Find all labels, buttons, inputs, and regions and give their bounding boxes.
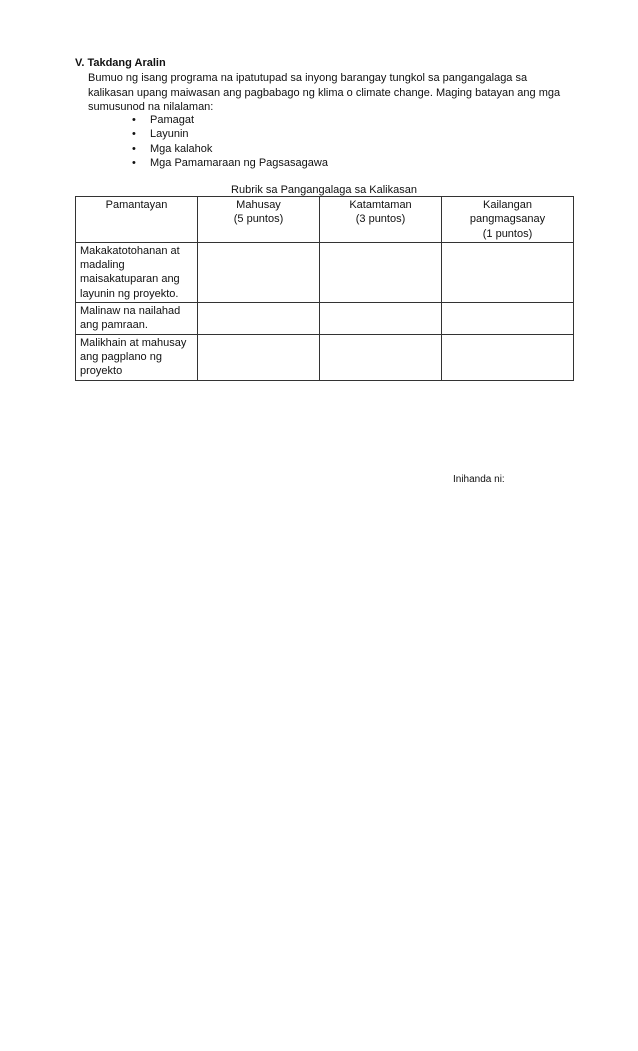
list-item-label: Mga Pamamaraan ng Pagsasagawa	[150, 156, 328, 169]
score-cell	[198, 242, 320, 302]
bullet-icon: •	[132, 114, 136, 126]
list-item	[132, 142, 328, 156]
rubric-table	[75, 196, 574, 381]
header-title: Mahusay	[236, 199, 281, 211]
header-points: (5 puntos)	[233, 213, 284, 226]
rubric-caption: Rubrik sa Pangangalaga sa Kalikasan	[231, 184, 417, 196]
prepared-by-label: Inihanda ni:	[453, 474, 505, 485]
section-heading: V. Takdang Aralin	[75, 57, 166, 69]
content-list	[132, 113, 328, 170]
header-title: Pamantayan	[105, 199, 168, 211]
bullet-icon: •	[132, 142, 136, 155]
header-title: Katamtaman	[349, 199, 412, 211]
score-cell	[442, 242, 574, 302]
criterion-cell: Malikhain at mahusay ang pagplano ng proyekto	[76, 334, 198, 380]
table-row	[76, 242, 574, 302]
table-row	[76, 303, 574, 335]
list-item	[132, 156, 328, 170]
header-title: Kailangan pangmagsanay	[469, 199, 546, 226]
score-cell	[320, 242, 442, 302]
list-item-label: Pamagat	[150, 114, 195, 126]
list-item	[132, 113, 328, 127]
header-needs-improvement	[442, 197, 574, 243]
list-item-label: Layunin	[150, 128, 189, 141]
list-item	[132, 127, 328, 141]
bullet-icon: •	[132, 128, 136, 141]
header-average	[320, 197, 442, 243]
header-excellent	[198, 197, 320, 243]
header-points: (1 puntos)	[482, 227, 533, 240]
table-header-row	[76, 197, 574, 243]
score-cell	[320, 303, 442, 335]
score-cell	[442, 303, 574, 335]
table-row	[76, 334, 574, 380]
score-cell	[198, 303, 320, 335]
score-cell	[198, 334, 320, 380]
assignment-instructions: Bumuo ng isang programa na ipatutupad sa inyong barangay tungkol sa pangangalaga sa kalikasan upang maiwasan ang pagbabago ng klima o climate change. Maging batayan ang mga sumusunod na nilalaman:	[88, 72, 561, 113]
header-criteria	[76, 197, 198, 243]
criterion-cell: Malinaw na nailahad ang pamraan.	[76, 303, 198, 335]
criterion-cell: Makakatotohanan at madaling maisakatuparan ang layunin ng proyekto.	[76, 242, 198, 302]
bullet-icon: •	[132, 156, 136, 169]
header-points: (3 puntos)	[355, 213, 406, 226]
score-cell	[320, 334, 442, 380]
score-cell	[442, 334, 574, 380]
list-item-label: Mga kalahok	[150, 142, 213, 155]
